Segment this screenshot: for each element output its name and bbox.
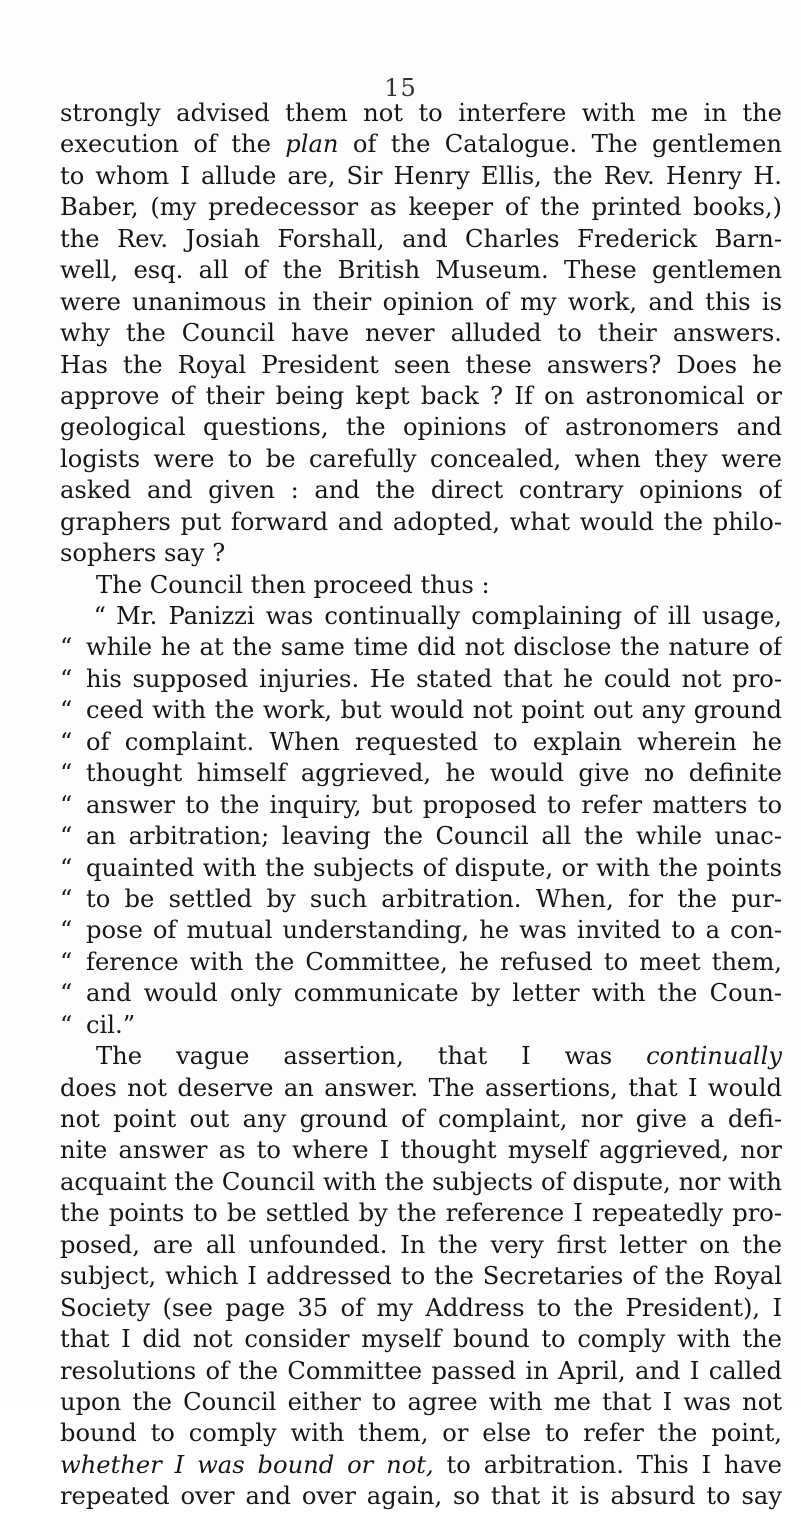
quote-mark: “ <box>60 1010 73 1039</box>
line-text: quainted with the subjects of dispute, or with the points <box>86 853 782 882</box>
text-line <box>60 1135 782 1166</box>
text-line <box>60 1387 782 1418</box>
quote-mark: “ <box>60 633 73 662</box>
page-number: 15 <box>384 74 417 102</box>
text-line <box>60 475 782 506</box>
italic-text: continually <box>646 1042 782 1071</box>
text-line <box>60 821 782 852</box>
text-line <box>60 538 782 569</box>
text-line <box>60 884 782 915</box>
text-line <box>60 444 782 475</box>
line-text: his supposed injuries. He stated that he could not pro- <box>86 664 782 693</box>
text-line <box>60 350 782 381</box>
line-text <box>60 1450 782 1481</box>
quote-mark: “ <box>60 979 73 1008</box>
line-text: subject, which I addressed to the Secretaries of the Royal <box>60 1262 782 1291</box>
text-line <box>60 381 782 412</box>
text-line <box>60 318 782 349</box>
text-line <box>60 1356 782 1387</box>
quote-mark: “ <box>60 853 73 882</box>
line-text-segment: execution of the <box>60 130 286 159</box>
quote-mark: “ <box>60 759 73 788</box>
line-text: ference with the Committee, he refused to meet them, <box>86 947 782 976</box>
body-text <box>60 98 782 1513</box>
line-text: does not deserve an answer. The assertions, that I would <box>60 1073 782 1102</box>
quote-mark: “ <box>60 916 73 945</box>
line-text-segment: of the Catalogue. The gentlemen <box>338 130 782 159</box>
line-text: sophers say ? <box>60 539 226 568</box>
text-line <box>60 224 782 255</box>
text-line <box>60 758 782 789</box>
text-line <box>60 601 782 632</box>
line-text: repeated over and over again, so that it is absurd to say <box>60 1482 782 1511</box>
quote-mark: “ <box>60 790 73 819</box>
line-text: approve of their being kept back ? If on astronomical or <box>60 381 782 410</box>
text-line <box>60 1450 782 1481</box>
line-text: thought himself aggrieved, he would give no definite <box>86 759 782 788</box>
text-line <box>60 192 782 223</box>
text-line <box>60 632 782 663</box>
line-text: asked and given : and the direct contrary opinions of <box>60 476 782 505</box>
text-line <box>60 947 782 978</box>
text-line <box>96 570 782 601</box>
line-text: the Rev. Josiah Forshall, and Charles Frederick Barn- <box>60 224 782 253</box>
text-line <box>60 1230 782 1261</box>
line-text-segment: The vague assertion, that I was <box>96 1042 647 1071</box>
line-text: well, esq. all of the British Museum. These gentlemen <box>60 256 782 285</box>
line-text: graphers put forward and adopted, what would the philo- <box>60 507 782 536</box>
text-line <box>60 978 782 1009</box>
text-line <box>60 129 782 160</box>
text-line <box>60 1481 782 1512</box>
text-line <box>60 1293 782 1324</box>
line-text: bound to comply with them, or else to refer the point, <box>60 1419 782 1448</box>
line-text: to be settled by such arbitration. When, for the pur- <box>86 884 782 913</box>
quote-mark: “ <box>60 822 73 851</box>
quote-mark: “ <box>60 947 73 976</box>
line-text: the points to be settled by the reference I repeatedly pro- <box>60 1199 782 1228</box>
text-line <box>60 1324 782 1355</box>
line-text: The Council then proceed thus : <box>96 570 490 599</box>
text-line <box>60 1418 782 1449</box>
quote-mark: “ <box>60 664 73 693</box>
text-line <box>60 1167 782 1198</box>
quote-mark: “ <box>60 884 73 913</box>
text-line <box>60 695 782 726</box>
line-text: ceed with the work, but would not point out any ground <box>86 696 782 725</box>
line-text: Society (see page 35 of my Address to the President), I <box>60 1293 782 1322</box>
line-text: Mr. Panizzi was continually complaining of ill usage, <box>116 602 782 630</box>
text-line <box>60 287 782 318</box>
text-line <box>60 790 782 821</box>
line-text: posed, are all unfounded. In the very first letter on the <box>60 1230 782 1259</box>
line-text-segment: to arbitration. This I have <box>433 1450 782 1479</box>
quote-mark: “ <box>60 727 73 756</box>
text-line <box>60 727 782 758</box>
text-line <box>60 412 782 443</box>
line-text: upon the Council either to agree with me that I was not <box>60 1387 782 1416</box>
line-text: not point out any ground of complaint, nor give a defi- <box>60 1105 782 1133</box>
line-text: of complaint. When requested to explain wherein he <box>86 727 782 756</box>
line-text: resolutions of the Committee passed in April, and I called <box>60 1356 782 1385</box>
text-line <box>60 1261 782 1292</box>
text-line <box>60 507 782 538</box>
text-line <box>60 915 782 946</box>
quote-mark: “ <box>60 696 73 725</box>
text-line <box>60 1104 782 1135</box>
italic-text: plan <box>285 130 339 159</box>
text-line <box>60 1010 782 1041</box>
line-text: logists were to be carefully concealed, when they were <box>60 444 782 473</box>
quote-mark: “ <box>93 602 106 630</box>
line-text: geological questions, the opinions of astronomers and <box>60 413 782 442</box>
text-line <box>60 1073 782 1104</box>
line-text <box>60 129 782 160</box>
line-text: strongly advised them not to interfere with me in the <box>60 99 782 127</box>
text-line <box>96 1041 782 1072</box>
line-text: an arbitration; leaving the Council all the while unac- <box>86 822 782 851</box>
text-line <box>60 664 782 695</box>
line-text: acquaint the Council with the subjects of dispute, nor with <box>60 1167 782 1196</box>
line-text <box>96 1041 782 1072</box>
text-line <box>60 255 782 286</box>
line-text: nite answer as to where I thought myself aggrieved, nor <box>60 1136 782 1165</box>
text-line <box>60 1198 782 1229</box>
text-line <box>60 161 782 192</box>
line-text: answer to the inquiry, but proposed to refer matters to <box>86 790 782 819</box>
line-text: while he at the same time did not disclose the nature of <box>86 633 782 662</box>
text-line <box>60 98 782 129</box>
line-text: were unanimous in their opinion of my work, and this is <box>60 287 782 316</box>
line-text: cil.” <box>86 1010 136 1039</box>
text-line <box>60 853 782 884</box>
line-text: why the Council have never alluded to their answers. <box>60 319 782 348</box>
line-text: to whom I allude are, Sir Henry Ellis, the Rev. Henry H. <box>60 161 782 190</box>
line-text: and would only communicate by letter with the Coun- <box>86 979 782 1008</box>
line-text: that I did not consider myself bound to comply with the <box>60 1325 782 1354</box>
line-text: pose of mutual understanding, he was invited to a con- <box>86 916 782 945</box>
italic-text: whether I was bound or not, <box>60 1450 434 1479</box>
line-text: Baber, (my predecessor as keeper of the printed books,) <box>60 193 782 222</box>
line-text: Has the Royal President seen these answers? Does he <box>60 350 782 379</box>
